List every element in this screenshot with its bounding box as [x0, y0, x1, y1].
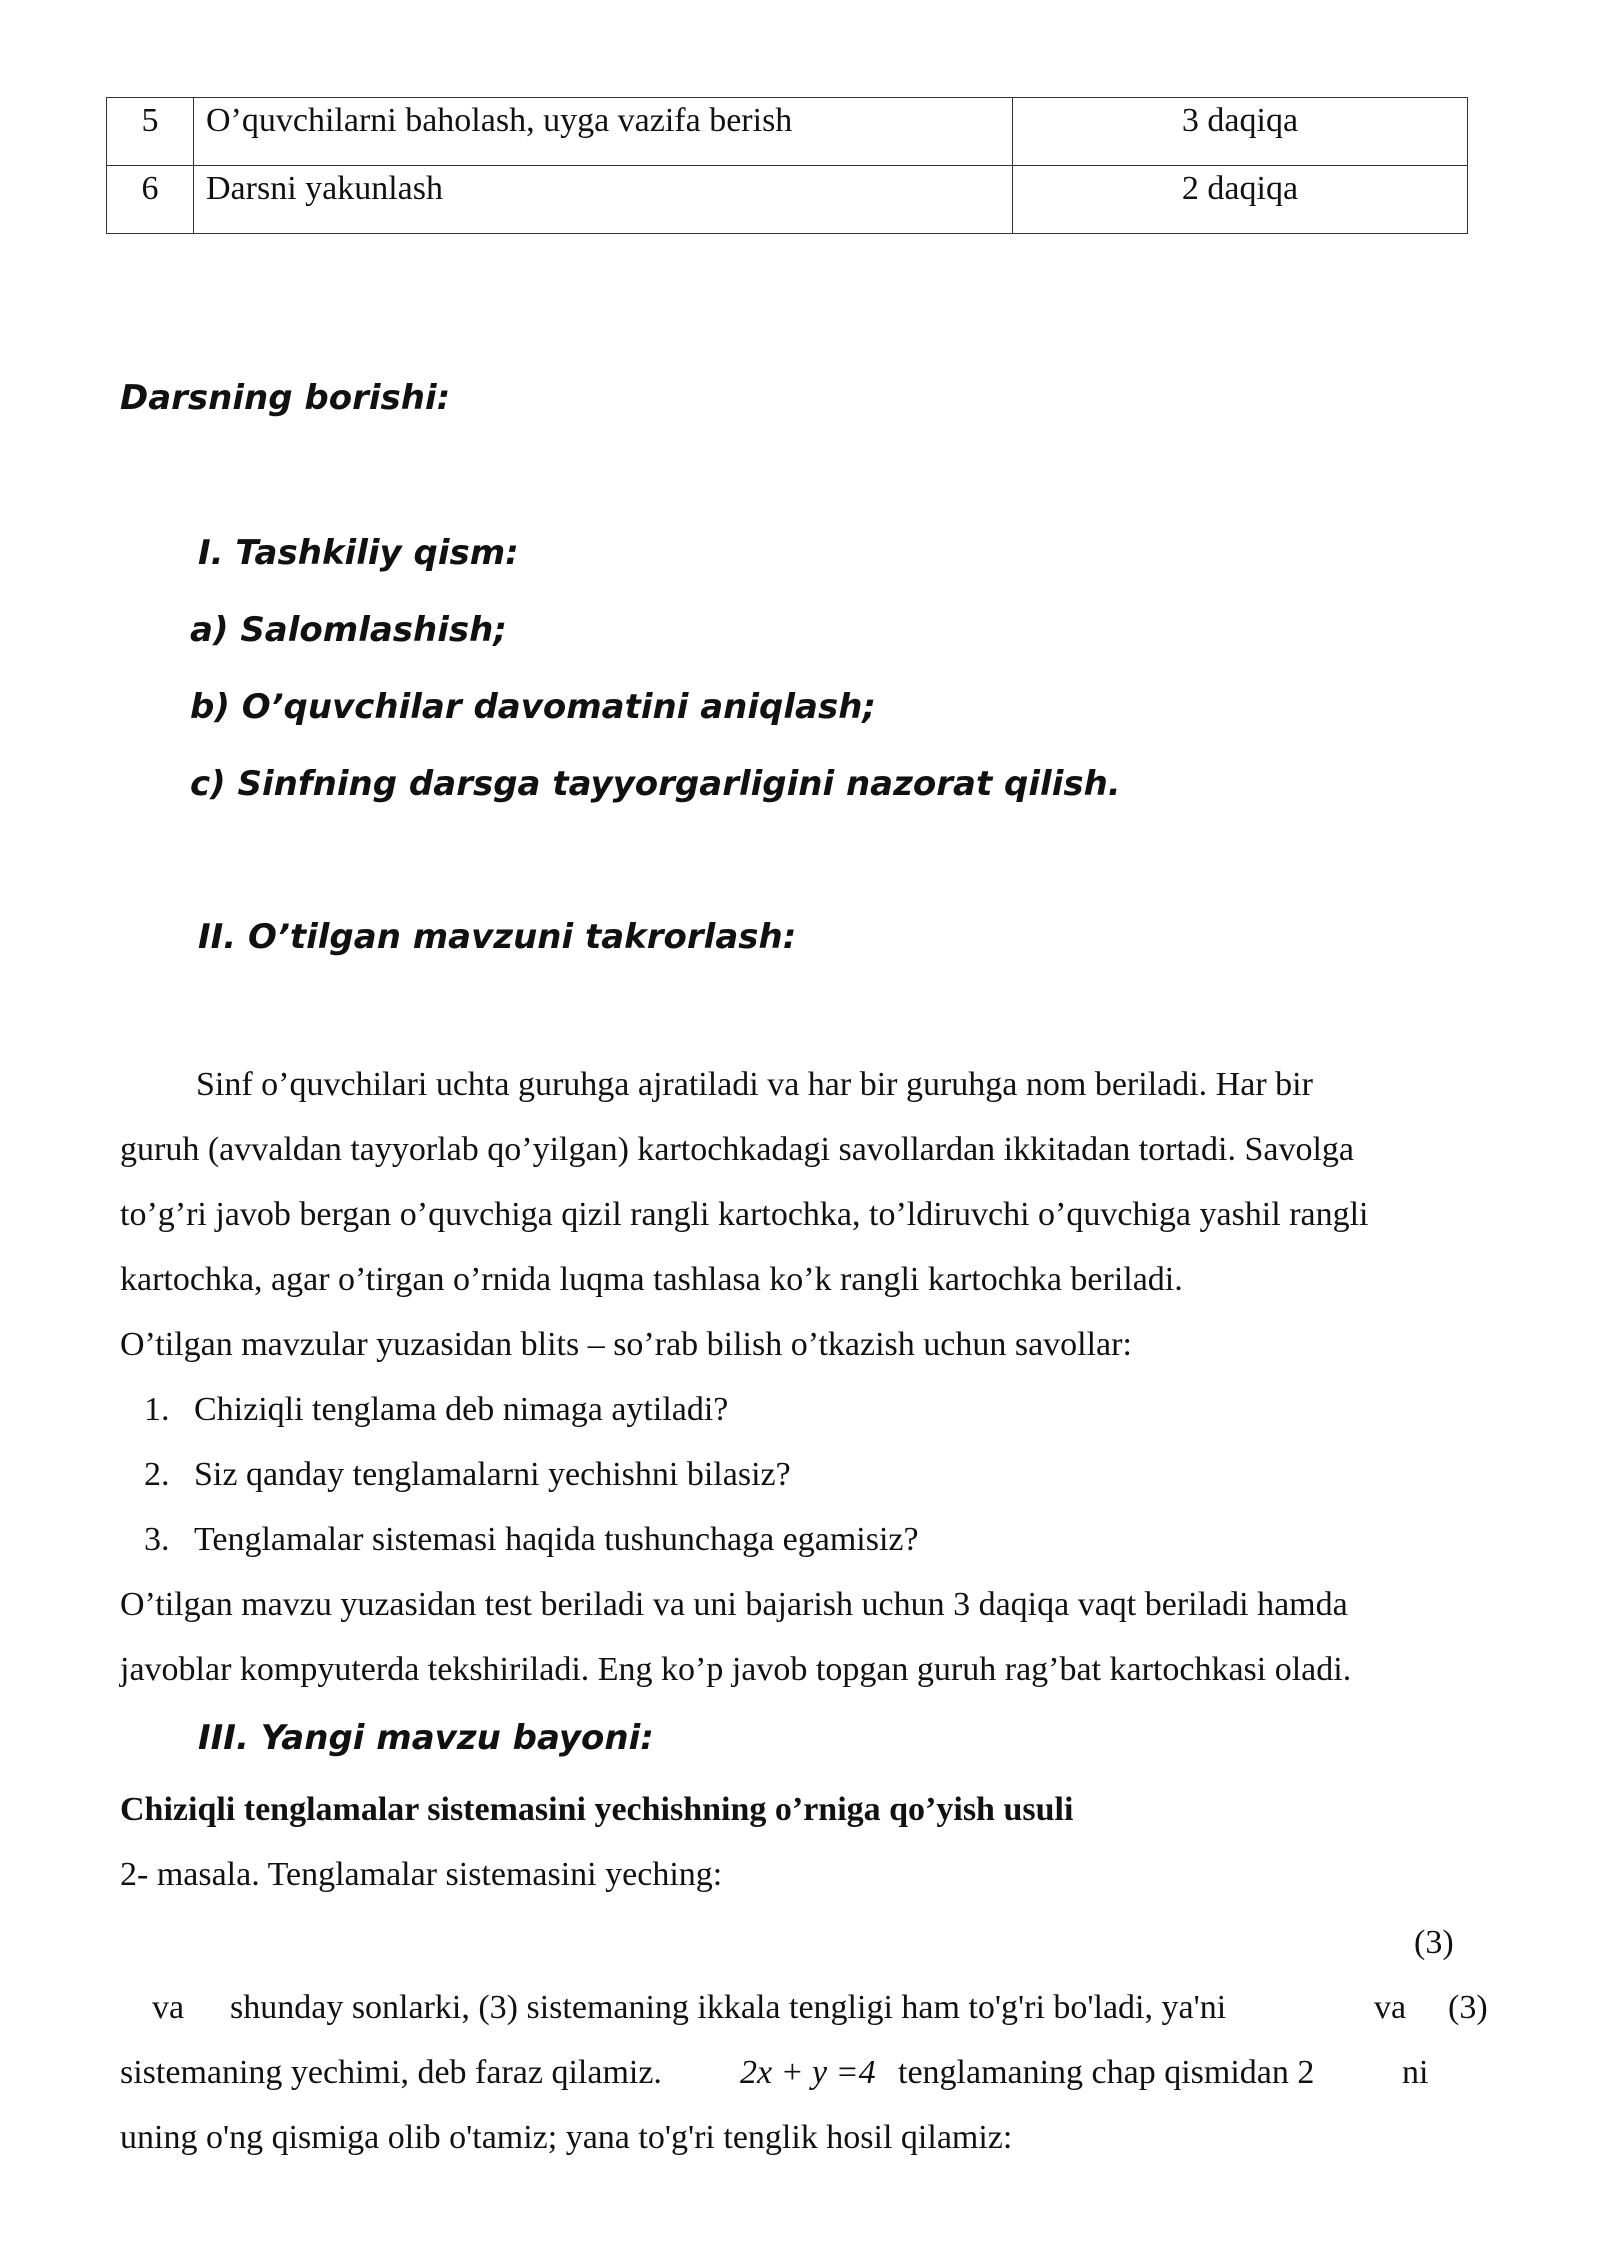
row-task: O’quvchilarni baholash, uyga vazifa berish	[194, 98, 1013, 166]
paragraph-line: kartochka, agar o’tirgan o’rnida luqma tashlasa ko’k rangli kartochka beriladi.	[120, 1261, 1183, 1298]
lesson-flow-heading: Darsning borishi:	[120, 378, 451, 418]
table-row	[107, 166, 1468, 234]
equation-label: (3)	[1414, 1924, 1454, 1961]
section-2-title: II. O’tilgan mavzuni takrorlash:	[198, 917, 797, 957]
equation-inline: 2x + y =4	[740, 2054, 876, 2091]
text-fragment: sistemaning yechimi, deb faraz qilamiz.	[120, 2054, 662, 2091]
problem-statement: 2- masala. Tenglamalar sistemasini yeching:	[120, 1856, 723, 1893]
row-number: 6	[107, 166, 194, 234]
paragraph-line: to’g’ri javob bergan o’quvchiga qizil rangli kartochka, to’ldiruvchi o’quvchiga yashil rangli	[120, 1196, 1369, 1233]
question-text: Chiziqli tenglama deb nimaga aytiladi?	[194, 1391, 729, 1428]
row-time: 2 daqiqa	[1013, 166, 1468, 234]
section-1-item: b) O’quvchilar davomatini aniqlash;	[190, 687, 877, 727]
table-row	[107, 98, 1468, 166]
row-task: Darsni yakunlash	[194, 166, 1013, 234]
question-number: 1.	[144, 1391, 170, 1428]
section-1-item: a) Salomlashish;	[190, 610, 507, 650]
section-1-title: I. Tashkiliy qism:	[198, 533, 519, 573]
text-fragment: uning o'ng qismiga olib o'tamiz; yana to'g'ri tenglik hosil qilamiz:	[120, 2119, 1013, 2156]
text-fragment: tenglamaning chap qismidan 2	[898, 2054, 1315, 2091]
lesson-plan-table	[106, 97, 1468, 234]
text-fragment: ni	[1402, 2054, 1429, 2091]
question-number: 3.	[144, 1521, 170, 1558]
text-fragment: shunday sonlarki, (3) sistemaning ikkala tengligi ham to'g'ri bo'ladi, ya'ni	[230, 1989, 1227, 2026]
paragraph-line: Sinf o’quvchilari uchta guruhga ajratiladi va har bir guruhga nom beriladi. Har bir	[196, 1066, 1313, 1103]
text-fragment: va	[1374, 1989, 1407, 2026]
paragraph-line: guruh (avvaldan tayyorlab qo’yilgan) kartochkadagi savollardan ikkitadan tortadi. Savolga	[120, 1131, 1354, 1168]
topic-subtitle: Chiziqli tenglamalar sistemasini yechishning o’rniga qo’yish usuli	[120, 1791, 1074, 1828]
questions-intro: O’tilgan mavzular yuzasidan blits – so’rab bilish o’tkazish uchun savollar:	[120, 1326, 1132, 1363]
question-number: 2.	[144, 1456, 170, 1493]
text-fragment: (3)	[1448, 1989, 1488, 2026]
question-text: Tenglamalar sistemasi haqida tushunchaga egamisiz?	[194, 1521, 919, 1558]
test-line: javoblar kompyuterda tekshiriladi. Eng ko’p javob topgan guruh rag’bat kartochkasi oladi.	[120, 1651, 1352, 1688]
row-time: 3 daqiqa	[1013, 98, 1468, 166]
row-number: 5	[107, 98, 194, 166]
section-1-item: c) Sinfning darsga tayyorgarligini nazorat qilish.	[190, 764, 1121, 804]
section-3-title: III. Yangi mavzu bayoni:	[198, 1718, 654, 1758]
test-line: O’tilgan mavzu yuzasidan test beriladi va uni bajarish uchun 3 daqiqa vaqt beriladi hamda	[120, 1586, 1348, 1623]
question-text: Siz qanday tenglamalarni yechishni bilasiz?	[194, 1456, 791, 1493]
text-fragment: va	[152, 1989, 185, 2026]
